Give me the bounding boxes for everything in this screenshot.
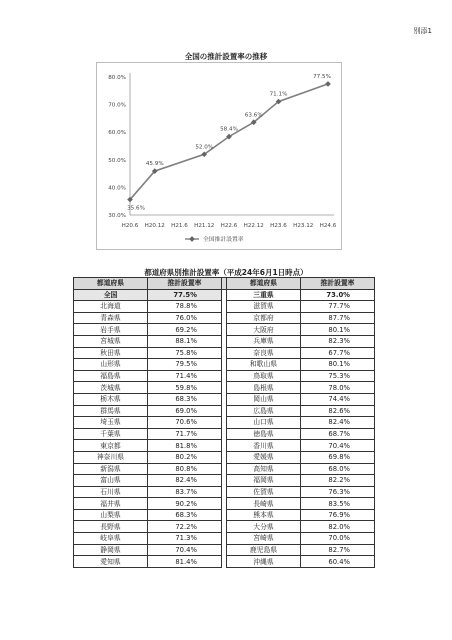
prefecture-rate: 71.3% xyxy=(147,533,221,545)
prefecture-name: 長野県 xyxy=(74,521,148,533)
table-row xyxy=(74,359,375,371)
table-row xyxy=(74,428,375,440)
prefecture-rate: 82.0% xyxy=(300,521,374,533)
prefecture-rate: 68.0% xyxy=(300,463,374,475)
table-header-row xyxy=(74,278,375,290)
data-point xyxy=(325,81,331,87)
table-row xyxy=(74,301,375,313)
prefecture-rate: 76.0% xyxy=(147,312,221,324)
data-label: 63.6% xyxy=(244,112,263,119)
prefecture-name: 熊本県 xyxy=(227,509,301,521)
y-tick-label: 40.0% xyxy=(108,185,126,192)
prefecture-name: 山梨県 xyxy=(74,509,148,521)
prefecture-rate: 80.1% xyxy=(300,324,374,336)
line-chart xyxy=(97,63,341,249)
table-row xyxy=(74,556,375,568)
y-tick-label: 30.0% xyxy=(108,213,126,219)
data-label: 77.5% xyxy=(313,73,331,80)
prefecture-name: 奈良県 xyxy=(227,347,301,359)
prefecture-name: 宮城県 xyxy=(74,335,148,347)
prefecture-name: 愛知県 xyxy=(74,556,148,568)
prefecture-rate: 90.2% xyxy=(147,498,221,510)
prefecture-name: 大分県 xyxy=(227,521,301,533)
prefecture-rate: 83.5% xyxy=(300,498,374,510)
table-row xyxy=(74,335,375,347)
table-row xyxy=(74,544,375,556)
prefecture-name: 栃木県 xyxy=(74,393,148,405)
prefecture-rate: 70.4% xyxy=(147,544,221,556)
prefecture-name: 福井県 xyxy=(74,498,148,510)
prefecture-rate: 60.4% xyxy=(300,556,374,568)
x-tick-label: H23.12 xyxy=(293,223,314,229)
prefecture-name: 長崎県 xyxy=(227,498,301,510)
prefecture-name: 香川県 xyxy=(227,440,301,452)
attachment-label: 別添1 xyxy=(413,27,432,35)
prefecture-name: 全国 xyxy=(74,289,148,301)
prefecture-name: 鹿児島県 xyxy=(227,544,301,556)
y-tick-label: 60.0% xyxy=(108,130,126,137)
legend-label: 全国推計設置率 xyxy=(203,237,244,243)
legend-marker xyxy=(189,236,195,242)
prefecture-rate: 78.0% xyxy=(300,382,374,394)
x-tick-label: H22.6 xyxy=(220,223,238,229)
table-row xyxy=(74,440,375,452)
x-tick-label: H20.12 xyxy=(144,223,165,229)
prefecture-rate: 82.2% xyxy=(300,475,374,487)
header-rate-left: 推計設置率 xyxy=(147,278,221,290)
prefecture-name: 新潟県 xyxy=(74,463,148,475)
table-row xyxy=(74,533,375,545)
table-row xyxy=(74,486,375,498)
prefecture-rate: 83.7% xyxy=(147,486,221,498)
prefecture-rate: 82.3% xyxy=(300,335,374,347)
table-row xyxy=(74,312,375,324)
prefecture-rate: 70.0% xyxy=(300,533,374,545)
y-tick-label: 50.0% xyxy=(108,157,126,164)
prefecture-rate: 88.1% xyxy=(147,335,221,347)
prefecture-name: 広島県 xyxy=(227,405,301,417)
table-row xyxy=(74,347,375,359)
prefecture-rate: 69.0% xyxy=(147,405,221,417)
prefecture-rate: 74.4% xyxy=(300,393,374,405)
prefecture-rate: 73.0% xyxy=(300,289,374,301)
prefecture-name: 山口県 xyxy=(227,417,301,429)
prefecture-rate: 76.9% xyxy=(300,509,374,521)
prefecture-name: 滋賀県 xyxy=(227,301,301,313)
prefecture-rate: 77.7% xyxy=(300,301,374,313)
prefecture-name: 京都府 xyxy=(227,312,301,324)
prefecture-name: 沖縄県 xyxy=(227,556,301,568)
header-prefecture-left: 都道府県 xyxy=(74,278,148,290)
prefecture-name: 富山県 xyxy=(74,475,148,487)
prefecture-name: 北海道 xyxy=(74,301,148,313)
prefecture-rate-table xyxy=(73,277,375,568)
prefecture-name: 青森県 xyxy=(74,312,148,324)
prefecture-name: 福岡県 xyxy=(227,475,301,487)
prefecture-rate: 79.5% xyxy=(147,359,221,371)
prefecture-name: 愛媛県 xyxy=(227,451,301,463)
prefecture-rate: 82.4% xyxy=(300,417,374,429)
prefecture-name: 千葉県 xyxy=(74,428,148,440)
prefecture-name: 東京都 xyxy=(74,440,148,452)
prefecture-name: 兵庫県 xyxy=(227,335,301,347)
table-row xyxy=(74,463,375,475)
prefecture-rate: 81.4% xyxy=(147,556,221,568)
prefecture-rate: 68.3% xyxy=(147,393,221,405)
prefecture-rate: 70.6% xyxy=(147,417,221,429)
prefecture-name: 山形県 xyxy=(74,359,148,371)
prefecture-name: 鳥取県 xyxy=(227,370,301,382)
table-row xyxy=(74,475,375,487)
prefecture-name: 島根県 xyxy=(227,382,301,394)
prefecture-name: 秋田県 xyxy=(74,347,148,359)
header-prefecture-right: 都道府県 xyxy=(227,278,301,290)
prefecture-rate: 82.6% xyxy=(300,405,374,417)
data-label: 71.1% xyxy=(269,91,288,98)
prefecture-rate: 82.4% xyxy=(147,475,221,487)
y-tick-label: 80.0% xyxy=(108,75,126,81)
prefecture-rate: 67.7% xyxy=(300,347,374,359)
table-row xyxy=(74,509,375,521)
prefecture-rate: 75.8% xyxy=(147,347,221,359)
table-row xyxy=(74,324,375,336)
prefecture-name: 静岡県 xyxy=(74,544,148,556)
prefecture-rate: 69.2% xyxy=(147,324,221,336)
prefecture-rate: 81.8% xyxy=(147,440,221,452)
x-tick-label: H21.12 xyxy=(194,223,215,229)
table-row xyxy=(74,498,375,510)
header-rate-right: 推計設置率 xyxy=(300,278,374,290)
table-row-national xyxy=(74,289,375,301)
prefecture-rate: 77.5% xyxy=(147,289,221,301)
prefecture-name: 神奈川県 xyxy=(74,451,148,463)
prefecture-rate: 70.4% xyxy=(300,440,374,452)
table-row xyxy=(74,405,375,417)
prefecture-rate: 78.8% xyxy=(147,301,221,313)
prefecture-name: 高知県 xyxy=(227,463,301,475)
x-tick-label: H24.6 xyxy=(319,223,337,229)
table-row xyxy=(74,382,375,394)
prefecture-name: 岩手県 xyxy=(74,324,148,336)
prefecture-name: 石川県 xyxy=(74,486,148,498)
x-tick-label: H20.6 xyxy=(121,223,139,229)
prefecture-rate: 82.7% xyxy=(300,544,374,556)
x-tick-label: H22.12 xyxy=(243,223,264,229)
prefecture-rate: 76.3% xyxy=(300,486,374,498)
data-label: 45.9% xyxy=(145,161,164,168)
data-label: 58.4% xyxy=(220,126,238,133)
table-row xyxy=(74,370,375,382)
prefecture-rate: 72.2% xyxy=(147,521,221,533)
prefecture-name: 佐賀県 xyxy=(227,486,301,498)
prefecture-name: 宮崎県 xyxy=(227,533,301,545)
chart-title: 全国の推計設置率の推移 xyxy=(184,52,268,61)
prefecture-rate: 59.8% xyxy=(147,382,221,394)
prefecture-name: 徳島県 xyxy=(227,428,301,440)
prefecture-rate: 71.7% xyxy=(147,428,221,440)
prefecture-rate: 71.4% xyxy=(147,370,221,382)
prefecture-name: 岐阜県 xyxy=(74,533,148,545)
prefecture-name: 福島県 xyxy=(74,370,148,382)
prefecture-rate: 80.8% xyxy=(147,463,221,475)
prefecture-name: 群馬県 xyxy=(74,405,148,417)
y-tick-label: 70.0% xyxy=(108,102,126,109)
x-tick-label: H23.6 xyxy=(270,223,287,229)
table-title: 都道府県別推計設置率（平成24年6月1日時点） xyxy=(144,268,308,277)
chart-frame xyxy=(96,62,342,250)
table-row xyxy=(74,417,375,429)
prefecture-rate: 80.1% xyxy=(300,359,374,371)
prefecture-name: 岡山県 xyxy=(227,393,301,405)
table-row xyxy=(74,393,375,405)
series-line xyxy=(130,84,328,200)
data-label: 52.0% xyxy=(195,144,214,151)
prefecture-name: 三重県 xyxy=(227,289,301,301)
prefecture-name: 和歌山県 xyxy=(227,359,301,371)
prefecture-rate: 69.8% xyxy=(300,451,374,463)
prefecture-rate: 87.7% xyxy=(300,312,374,324)
prefecture-rate: 75.3% xyxy=(300,370,374,382)
prefecture-rate: 68.7% xyxy=(300,428,374,440)
prefecture-rate: 68.3% xyxy=(147,509,221,521)
prefecture-rate: 80.2% xyxy=(147,451,221,463)
prefecture-name: 埼玉県 xyxy=(74,417,148,429)
table-row xyxy=(74,521,375,533)
prefecture-name: 大阪府 xyxy=(227,324,301,336)
prefecture-name: 茨城県 xyxy=(74,382,148,394)
x-tick-label: H21.6 xyxy=(171,223,188,229)
table-row xyxy=(74,451,375,463)
data-label: 35.6% xyxy=(127,205,145,212)
